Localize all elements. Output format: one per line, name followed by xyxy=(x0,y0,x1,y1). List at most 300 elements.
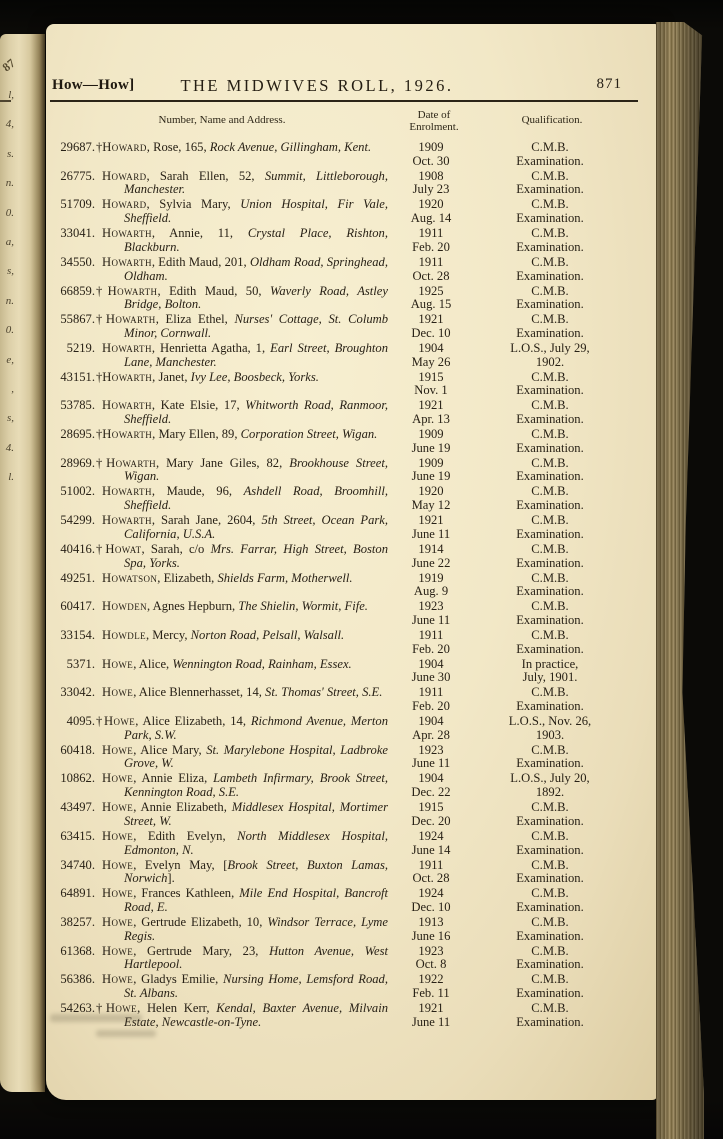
entry-surname: Howden xyxy=(102,599,147,614)
entry-address: Wennington Road, Rainham, Essex. xyxy=(172,656,352,671)
enrolment-day: Apr. 28 xyxy=(412,727,450,742)
enrolment-day: July 23 xyxy=(412,182,450,197)
page-edge-text-fragment: 0. xyxy=(5,206,14,219)
entry-address-suffix: ]. xyxy=(167,871,175,886)
entry-address: Earl Street, Broughton Lane, Manchester. xyxy=(124,340,388,369)
running-header: How—How] xyxy=(52,77,135,93)
roll-entry xyxy=(52,744,658,771)
entry-qualification xyxy=(474,371,626,398)
header-rule xyxy=(50,100,638,102)
roll-entry xyxy=(52,514,658,541)
enrolment-day: Feb. 20 xyxy=(412,699,450,714)
entry-number: 55867. xyxy=(60,312,95,327)
qualification-line1: C.M.B. xyxy=(531,283,569,298)
entry-qualification xyxy=(474,313,626,340)
entry-forenames: , Frances Kathleen, xyxy=(133,886,240,901)
entry-number: 5371. xyxy=(66,656,95,671)
entry-enrolment-date xyxy=(388,801,474,828)
qualification-line2: 1903. xyxy=(535,727,565,742)
roll-entry xyxy=(52,772,658,799)
enrolment-day: May 12 xyxy=(411,498,451,513)
entry-enrolment-date xyxy=(388,371,474,398)
entry-number: 60418. xyxy=(60,742,95,757)
entry-address: Windsor Terrace, Lyme Regis. xyxy=(124,914,388,943)
qualification-line2: Examination. xyxy=(516,239,584,254)
entry-qualification xyxy=(474,830,626,857)
entry-address: Nurses' Cottage, St. Columb Minor, Cornwall. xyxy=(124,312,389,340)
entry-enrolment-date xyxy=(388,514,474,541)
enrolment-day: Oct. 28 xyxy=(412,871,450,886)
entry-qualification xyxy=(474,945,626,972)
entry-forenames: , Gladys Emilie, xyxy=(133,972,224,987)
entry-forenames: , Janet, xyxy=(152,369,191,384)
entry-forenames: , Sarah Ellen, 52, xyxy=(146,168,265,183)
enrolment-day: June 11 xyxy=(411,756,451,771)
entry-surname: Howe xyxy=(102,742,134,757)
entry-forenames: , Elizabeth, xyxy=(157,570,218,585)
entry-number: 53785. xyxy=(60,398,95,413)
entry-address: Ivy Lee, Boosbeck, Yorks. xyxy=(190,369,319,384)
entry-number: 61368. xyxy=(60,943,95,958)
qualification-line2: Examination. xyxy=(516,297,584,312)
entry-address: Rock Avenue, Gillingham, Kent. xyxy=(209,140,372,154)
entry-qualification xyxy=(474,428,626,455)
entry-address: Norton Road, Pelsall, Walsall. xyxy=(190,627,345,642)
qualification-line1: C.M.B. xyxy=(531,570,569,585)
dagger-mark: † xyxy=(96,427,103,442)
qualification-line1: C.M.B. xyxy=(531,369,569,384)
dagger-mark: † xyxy=(96,140,103,154)
entry-name-address xyxy=(96,541,389,570)
roll-entry xyxy=(52,141,658,168)
entry-number: 64891. xyxy=(60,886,95,901)
enrolment-year: 1921 xyxy=(418,398,444,413)
entry-enrolment-date xyxy=(388,572,474,599)
page-edges-stack xyxy=(656,22,704,1139)
entry-surname: Howarth xyxy=(102,398,152,413)
entry-surname: Howe xyxy=(102,685,134,700)
entry-forenames: , Alice Elizabeth, 14, xyxy=(135,714,251,729)
entry-enrolment-date xyxy=(388,686,474,713)
entry-qualification xyxy=(474,198,626,225)
enrolment-year: 1911 xyxy=(418,857,444,872)
page-edge-text-fragment: , xyxy=(11,383,14,395)
entry-number: 40416. xyxy=(60,541,95,556)
qualification-line1: C.M.B. xyxy=(531,828,569,843)
entry-surname: Howard xyxy=(102,197,147,212)
roll-entry xyxy=(52,543,658,570)
entry-address: Mile End Hospital, Bancroft Road, E. xyxy=(124,886,388,914)
entry-address: The Shielin, Wormit, Fife. xyxy=(238,599,368,614)
roll-entry xyxy=(52,198,658,225)
entry-address: Crystal Place, Rishton, Blackburn. xyxy=(124,226,388,254)
entry-address: Mrs. Farrar, High Street, Boston Spa, Yorks. xyxy=(124,541,389,570)
entry-name-address xyxy=(96,1001,388,1029)
entry-name-address xyxy=(102,399,388,426)
entry-address: Corporation Street, Wigan. xyxy=(240,427,378,442)
enrolment-year: 1904 xyxy=(418,771,444,786)
entry-name-address xyxy=(96,283,388,312)
qualification-line2: Examination. xyxy=(516,871,584,886)
entry-enrolment-date xyxy=(388,428,474,455)
entry-surname: Howarth xyxy=(102,484,152,499)
enrolment-day: Feb. 20 xyxy=(412,641,450,656)
entry-enrolment-date xyxy=(388,227,474,254)
entry-address: Brook Street, Buxton Lamas, Norwich xyxy=(124,857,388,886)
enrolment-year: 1909 xyxy=(418,427,444,442)
entry-qualification xyxy=(474,285,626,312)
entry-enrolment-date xyxy=(388,830,474,857)
entry-qualification xyxy=(474,485,626,512)
entry-surname: Howarth xyxy=(107,283,158,298)
roll-entry xyxy=(52,371,658,398)
entry-qualification xyxy=(474,744,626,771)
entry-qualification xyxy=(474,572,626,599)
qualification-line2: Examination. xyxy=(516,899,584,914)
entry-address: Shields Farm, Motherwell. xyxy=(217,570,353,585)
roll-entry xyxy=(52,801,658,828)
entry-name-address xyxy=(102,658,388,685)
entry-forenames: , Evelyn May, [ xyxy=(133,857,228,872)
enrolment-year: 1904 xyxy=(418,656,444,671)
qualification-line1: L.O.S., Nov. 26, xyxy=(508,714,592,729)
entry-enrolment-date xyxy=(388,945,474,972)
page-edge-text-fragment: a, xyxy=(5,236,14,248)
enrolment-day: Aug. 9 xyxy=(413,584,449,599)
entry-surname: Howe xyxy=(105,1001,138,1016)
entry-forenames: , Mary Ellen, 89, xyxy=(152,427,241,442)
enrolment-year: 1924 xyxy=(418,828,444,843)
qualification-line2: Examination. xyxy=(516,498,584,513)
qualification-line2: Examination. xyxy=(516,928,584,943)
entry-address: Richmond Avenue, Merton Park, S.W. xyxy=(124,714,388,742)
entry-qualification xyxy=(474,1002,626,1029)
qualification-line1: C.M.B. xyxy=(531,398,569,413)
enrolment-year: 1921 xyxy=(418,312,444,327)
enrolment-year: 1920 xyxy=(418,484,444,499)
qualification-line1: C.M.B. xyxy=(531,140,569,154)
entry-number: 43151. xyxy=(60,369,95,384)
entry-number: 51002. xyxy=(60,484,95,499)
entry-number: 28969. xyxy=(60,455,95,470)
entry-enrolment-date xyxy=(388,859,474,886)
dagger-mark: † xyxy=(96,312,106,327)
qualification-line2: Examination. xyxy=(516,957,584,972)
enrolment-year: 1909 xyxy=(418,140,444,154)
qualification-line2: Examination. xyxy=(516,986,584,1001)
entry-forenames: , Gertrude Elizabeth, 10, xyxy=(133,914,268,929)
qualification-line2: Examination. xyxy=(516,469,584,484)
roll-entries xyxy=(52,141,658,1030)
page-number: 871 xyxy=(596,76,622,92)
entry-address: Whitworth Road, Ranmoor, Sheffield. xyxy=(124,398,388,427)
roll-entry xyxy=(52,342,658,369)
qualification-line1: C.M.B. xyxy=(531,742,569,757)
qualification-line1: C.M.B. xyxy=(531,427,569,442)
qualification-line2: Examination. xyxy=(516,612,584,627)
enrolment-day: Dec. 10 xyxy=(411,899,451,914)
entry-name-address xyxy=(96,369,388,398)
page-edge-text-fragment: n. xyxy=(5,294,14,307)
enrolment-year: 1915 xyxy=(418,800,444,815)
entry-enrolment-date xyxy=(388,629,474,656)
qualification-line1: In practice, xyxy=(521,656,579,671)
entry-address: Kendal, Baxter Avenue, Milvain Estate, Newcastle-on-Tyne. xyxy=(124,1001,388,1029)
qualification-line2: Examination. xyxy=(516,412,584,427)
entry-enrolment-date xyxy=(388,887,474,914)
book-page xyxy=(46,24,658,1100)
column-header-qualification: Qualification. xyxy=(521,114,583,126)
entry-name-address xyxy=(102,170,388,197)
entry-qualification xyxy=(474,600,626,627)
entry-qualification xyxy=(474,457,626,484)
entry-surname: Howdle xyxy=(102,627,146,642)
enrolment-year: 1909 xyxy=(418,455,444,470)
qualification-line2: Examination. xyxy=(516,153,584,168)
entry-address: Hutton Avenue, West Hartlepool. xyxy=(124,943,388,972)
entry-enrolment-date xyxy=(388,600,474,627)
enrolment-year: 1908 xyxy=(418,168,444,183)
page-edge-text-fragment: s, xyxy=(6,412,14,425)
entry-surname: Howe xyxy=(102,771,134,786)
qualification-line1: C.M.B. xyxy=(531,312,569,327)
page-edge-text-fragment: s. xyxy=(6,147,14,160)
qualification-line2: Examination. xyxy=(516,555,584,570)
column-header-date-line1: Date of xyxy=(417,109,451,121)
roll-entry xyxy=(52,313,658,340)
enrolment-day: June 11 xyxy=(411,612,451,627)
roll-entry xyxy=(52,600,658,627)
qualification-line2: Examination. xyxy=(516,182,584,197)
enrolment-year: 1923 xyxy=(418,943,444,958)
entry-name-address xyxy=(102,572,388,599)
page-edge-text-fragment: s, xyxy=(6,265,14,278)
dagger-mark: † xyxy=(96,541,106,556)
enrolment-day: Aug. 15 xyxy=(410,297,452,312)
page-edge-text-fragment: 0. xyxy=(5,324,14,337)
dagger-mark: † xyxy=(96,369,103,384)
roll-entry xyxy=(52,1002,658,1029)
entry-surname: Howarth xyxy=(102,254,152,269)
entry-address: Nursing Home, Lemsford Road, St. Albans. xyxy=(124,972,389,1001)
entry-name-address xyxy=(96,140,388,168)
qualification-line1: C.M.B. xyxy=(531,886,569,901)
entry-enrolment-date xyxy=(388,141,474,168)
entry-surname: Howe xyxy=(102,914,134,929)
entry-surname: Howard xyxy=(102,168,147,183)
entry-name-address xyxy=(102,256,388,283)
entry-surname: Howe xyxy=(102,943,134,958)
qualification-line2: 1902. xyxy=(535,354,565,369)
entry-surname: Howe xyxy=(102,886,134,901)
entry-name-address xyxy=(102,830,388,857)
entry-number: 49251. xyxy=(60,570,95,585)
entry-qualification xyxy=(474,859,626,886)
entry-name-address xyxy=(102,772,388,799)
qualification-line1: C.M.B. xyxy=(531,627,569,642)
enrolment-day: Oct. 8 xyxy=(415,957,447,972)
entry-forenames: , Agnes Hepburn, xyxy=(147,599,239,614)
entry-name-address xyxy=(102,198,388,225)
enrolment-day: Oct. 28 xyxy=(412,268,450,283)
roll-entry xyxy=(52,170,658,197)
entry-forenames: , Gertrude Mary, 23, xyxy=(133,943,270,958)
entry-enrolment-date xyxy=(388,916,474,943)
entry-surname: Howe xyxy=(102,857,134,872)
enrolment-year: 1911 xyxy=(418,627,444,642)
enrolment-year: 1911 xyxy=(418,685,444,700)
entry-number: 66859. xyxy=(60,283,95,298)
entry-forenames: , Annie, 11, xyxy=(151,226,248,241)
page-edge-text-fragment: n. xyxy=(5,177,14,190)
entry-number: 26775. xyxy=(60,168,95,183)
qualification-line1: C.M.B. xyxy=(531,254,569,269)
entry-surname: Howe xyxy=(102,828,134,843)
entry-forenames: , Eliza Ethel, xyxy=(155,312,235,327)
roll-entry xyxy=(52,686,658,713)
qualification-line2: Examination. xyxy=(516,584,584,599)
dagger-mark: † xyxy=(96,714,105,729)
entry-forenames: , Rose, 165, xyxy=(146,140,210,154)
enrolment-day: June 22 xyxy=(411,555,451,570)
entry-name-address xyxy=(96,427,388,455)
entry-forenames: , Edith Maud, 201, xyxy=(151,254,250,269)
enrolment-year: 1904 xyxy=(418,714,444,729)
qualification-line2: Examination. xyxy=(516,268,584,283)
entry-name-address xyxy=(102,859,388,886)
roll-entry xyxy=(52,256,658,283)
enrolment-day: Feb. 20 xyxy=(412,239,450,254)
entry-name-address xyxy=(102,801,388,828)
qualification-line1: C.M.B. xyxy=(531,484,569,499)
enrolment-day: June 19 xyxy=(411,440,451,455)
entry-forenames: , Alice Mary, xyxy=(133,742,207,757)
qualification-line1: C.M.B. xyxy=(531,800,569,815)
roll-entry xyxy=(52,285,658,312)
entry-forenames: , Sarah Jane, 2604, xyxy=(151,513,262,528)
qualification-line2: Examination. xyxy=(516,440,584,455)
qualification-line2: Examination. xyxy=(516,526,584,541)
entry-surname: Howat xyxy=(105,541,142,556)
previous-page-edge xyxy=(0,34,45,1092)
enrolment-year: 1921 xyxy=(418,1001,444,1016)
entry-surname: Howarth xyxy=(102,427,153,442)
entry-number: 33042. xyxy=(60,685,95,700)
entry-forenames: , Annie Elizabeth, xyxy=(133,800,232,815)
entry-number: 34740. xyxy=(60,857,95,872)
entry-number: 29687. xyxy=(60,140,95,154)
entry-enrolment-date xyxy=(388,973,474,1000)
entry-surname: Howarth xyxy=(102,340,152,355)
entry-name-address xyxy=(102,600,388,627)
entry-forenames: , Sarah, c/o xyxy=(141,541,211,556)
entry-address: Union Hospital, Fir Vale, Sheffield. xyxy=(124,197,388,226)
enrolment-year: 1920 xyxy=(418,197,444,212)
entry-enrolment-date xyxy=(388,313,474,340)
column-header-date xyxy=(392,109,476,133)
roll-entry xyxy=(52,830,658,857)
entry-number: 33041. xyxy=(60,226,95,241)
roll-entry xyxy=(52,629,658,656)
enrolment-day: Dec. 10 xyxy=(411,325,451,340)
enrolment-day: June 14 xyxy=(411,842,451,857)
page-edge-text-fragment: l, xyxy=(8,89,14,101)
qualification-line1: C.M.B. xyxy=(531,455,569,470)
entry-forenames: , Alice, xyxy=(133,656,173,671)
entry-number: 5219. xyxy=(66,340,95,355)
enrolment-day: June 16 xyxy=(411,928,451,943)
roll-entry xyxy=(52,399,658,426)
entry-qualification xyxy=(474,772,626,799)
entry-address: 5th Street, Ocean Park, California, U.S.A. xyxy=(124,513,388,541)
entry-qualification xyxy=(474,973,626,1000)
entry-number: 4095. xyxy=(66,714,95,729)
column-headers xyxy=(52,109,658,133)
qualification-line1: C.M.B. xyxy=(531,226,569,241)
entry-number: 43497. xyxy=(60,800,95,815)
entry-qualification xyxy=(474,141,626,168)
enrolment-day: Dec. 20 xyxy=(411,813,451,828)
qualification-line1: C.M.B. xyxy=(531,1001,569,1016)
qualification-line1: C.M.B. xyxy=(531,685,569,700)
entry-number: 38257. xyxy=(60,914,95,929)
qualification-line1: C.M.B. xyxy=(531,513,569,528)
entry-qualification xyxy=(474,227,626,254)
qualification-line2: July, 1901. xyxy=(522,670,578,685)
entry-forenames: , Sylvia Mary, xyxy=(146,197,241,212)
enrolment-year: 1921 xyxy=(418,513,444,528)
entry-qualification xyxy=(474,658,626,685)
entry-qualification xyxy=(474,514,626,541)
enrolment-year: 1914 xyxy=(418,541,444,556)
entry-name-address xyxy=(102,629,388,656)
dagger-mark: † xyxy=(96,283,108,298)
entry-name-address xyxy=(96,312,389,340)
entry-surname: Howarth xyxy=(106,455,156,470)
entry-qualification xyxy=(474,715,626,742)
roll-entry xyxy=(52,973,658,1000)
roll-entry xyxy=(52,227,658,254)
enrolment-year: 1915 xyxy=(418,369,444,384)
entry-name-address xyxy=(96,455,388,484)
entry-forenames: , Mary Jane Giles, 82, xyxy=(156,455,290,470)
column-header-name: Number, Name and Address. xyxy=(158,114,286,126)
entry-name-address xyxy=(102,887,388,914)
enrolment-day: June 11 xyxy=(411,526,451,541)
roll-entry xyxy=(52,859,658,886)
entry-qualification xyxy=(474,801,626,828)
entry-qualification xyxy=(474,170,626,197)
entry-enrolment-date xyxy=(388,342,474,369)
qualification-line2: Examination. xyxy=(516,699,584,714)
entry-enrolment-date xyxy=(388,285,474,312)
page-edge-text-fragment: e, xyxy=(6,353,14,366)
page-title: THE MIDWIVES ROLL, 1926. xyxy=(180,76,454,95)
dagger-mark: † xyxy=(96,1001,106,1016)
roll-entry xyxy=(52,945,658,972)
entry-forenames: , Maude, 96, xyxy=(151,484,244,499)
entry-address: St. Marylebone Hospital, Ladbroke Grove, W. xyxy=(124,742,389,771)
enrolment-day: June 19 xyxy=(411,469,451,484)
enrolment-year: 1919 xyxy=(418,570,444,585)
qualification-line2: Examination. xyxy=(516,211,584,226)
qualification-line2: Examination. xyxy=(516,325,584,340)
enrolment-day: Dec. 22 xyxy=(411,785,451,800)
roll-entry xyxy=(52,457,658,484)
entry-qualification xyxy=(474,543,626,570)
entry-enrolment-date xyxy=(388,744,474,771)
entry-enrolment-date xyxy=(388,198,474,225)
